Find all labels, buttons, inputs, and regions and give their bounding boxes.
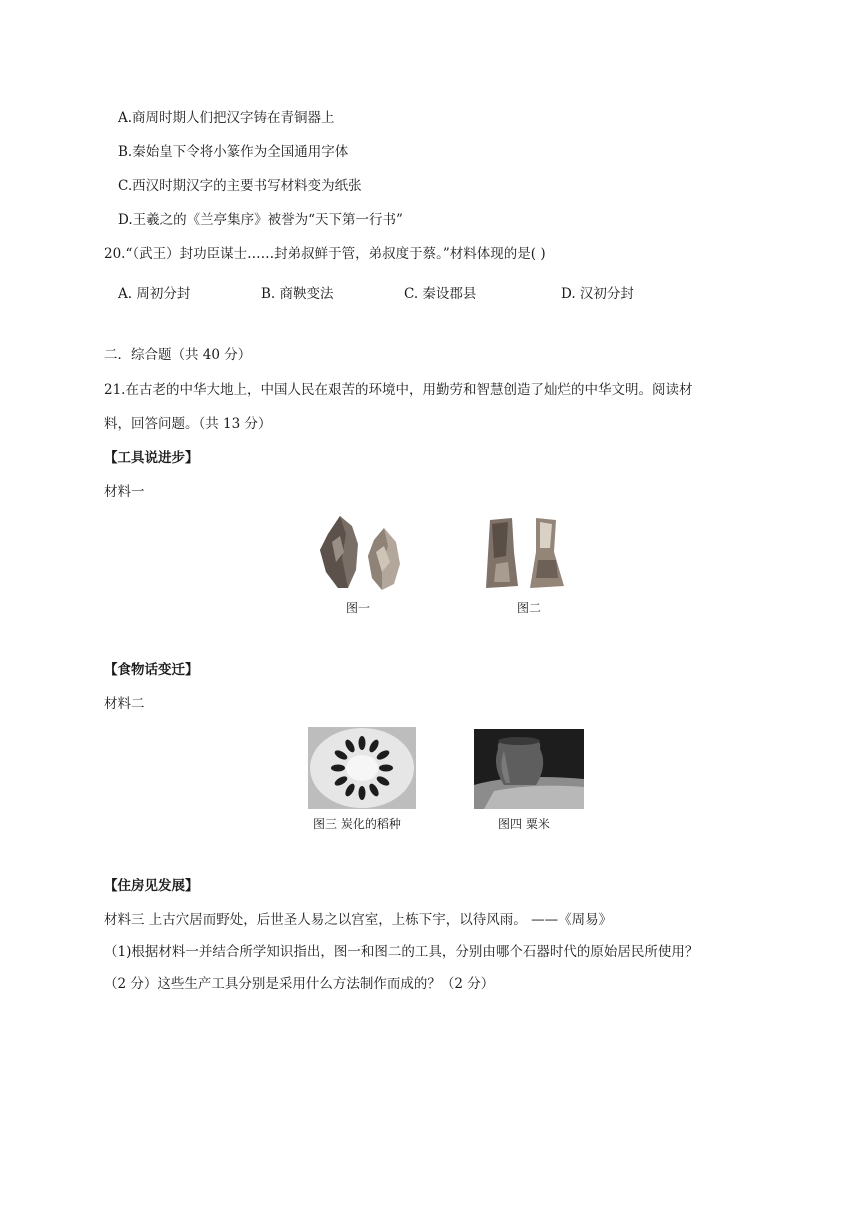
q21-stem-line2: 料，回答问题。（共 13 分）: [104, 416, 272, 432]
figure3-carbonized-rice-seeds-image: [308, 727, 416, 809]
figure1-caption: 图一: [346, 601, 371, 615]
heading-tools: 【工具说进步】: [104, 450, 199, 466]
q20-option-b: B. 商鞅变法: [261, 286, 334, 302]
figure3-caption: 图三 炭化的稻种: [313, 817, 401, 831]
q19-option-b: B.秦始皇下令将小篆作为全国通用字体: [118, 144, 349, 160]
figure1-chipped-stone-tools-image: [312, 512, 412, 594]
q21-stem-line1: 21.在古老的中华大地上，中国人民在艰苦的环境中，用勤劳和智慧创造了灿烂的中华文明。阅读材: [104, 382, 693, 398]
figure4-caption: 图四 粟米: [498, 817, 550, 831]
q20-option-d: D. 汉初分封: [561, 286, 634, 302]
q20-option-c: C. 秦设郡县: [404, 286, 477, 302]
material1-label: 材料一: [104, 484, 145, 500]
q19-option-a: A.商周时期人们把汉字铸在青铜器上: [118, 110, 335, 126]
heading-housing: 【住房见发展】: [104, 878, 199, 894]
q20-stem: 20.“（武王）封功臣谋士……封弟叔鲜于管，弟叔度于蔡。”材料体现的是( ): [104, 246, 546, 262]
q20-option-a: A. 周初分封: [118, 286, 191, 302]
q20-options: [118, 282, 818, 302]
sub-question-1-line2: （2 分）这些生产工具分别是采用什么方法制作而成的？（2 分）: [104, 976, 495, 992]
figure2-caption: 图二: [517, 601, 542, 615]
heading-food: 【食物话变迁】: [104, 662, 199, 678]
q19-option-d: D.王羲之的《兰亭集序》被誉为“天下第一行书”: [118, 212, 403, 228]
material2-label: 材料二: [104, 696, 145, 712]
sub-question-1-line1: （1)根据材料一并结合所学知识指出，图一和图二的工具，分别由哪个石器时代的原始居民所使用？: [104, 944, 699, 960]
material3-text: 材料三 上古穴居而野处，后世圣人易之以宫室，上栋下宇，以待风雨。 ——《周易》: [104, 912, 613, 928]
figure2-polished-stone-tools-image: [478, 512, 578, 594]
figure4-millet-pottery-image: [474, 729, 584, 809]
q19-option-c: C.西汉时期汉字的主要书写材料变为纸张: [118, 178, 362, 194]
section2-title: 二．综合题（共 40 分）: [104, 347, 252, 363]
